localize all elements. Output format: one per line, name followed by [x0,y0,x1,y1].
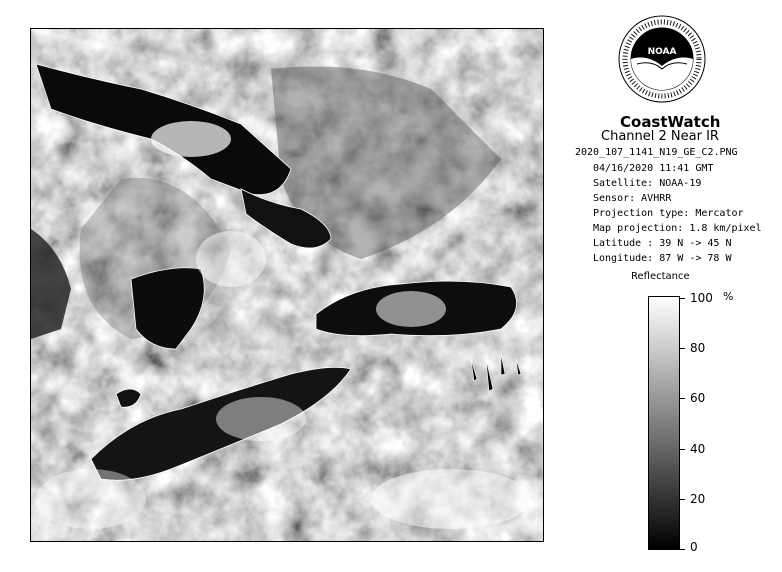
satellite-imagery-svg [31,29,543,541]
colorbar-tick-label: 0 [690,540,698,554]
channel-label: Channel 2 Near IR [601,129,719,144]
colorbar-tick [680,499,685,500]
latitude-range: Latitude : 39 N -> 45 N [593,238,732,249]
reflectance-colorbar [648,296,680,550]
colorbar-tick-label: 40 [690,442,706,456]
longitude-range: Longitude: 87 W -> 78 W [593,253,732,264]
image-filename: 2020_107_1141_N19_GE_C2.PNG [575,147,738,158]
acquisition-datetime: 04/16/2020 11:41 GMT [593,163,714,174]
sensor-info: Sensor: AVHRR [593,193,672,204]
colorbar-tick [680,549,685,550]
colorbar-tick [680,449,685,450]
satellite-info: Satellite: NOAA-19 [593,178,702,189]
map-projection-info: Map projection: 1.8 km/pixel [593,223,762,234]
noaa-logo [617,14,707,104]
colorbar-tick-label: 80 [690,341,706,355]
colorbar-tick [680,398,685,399]
colorbar-unit: % [723,290,734,303]
colorbar-tick [680,348,685,349]
colorbar-tick-label: 20 [690,492,706,506]
noaa-logo-text: NOAA [647,47,677,57]
noaa-logo-svg [617,14,707,104]
colorbar-label: Reflectance [631,271,690,282]
satellite-image [30,28,544,542]
colorbar-tick-label: 100 [690,291,713,305]
colorbar-tick-label: 60 [690,391,706,405]
projection-type-info: Projection type: Mercator [593,208,744,219]
brand-title: CoastWatch [620,113,721,131]
colorbar-tick [680,298,685,299]
